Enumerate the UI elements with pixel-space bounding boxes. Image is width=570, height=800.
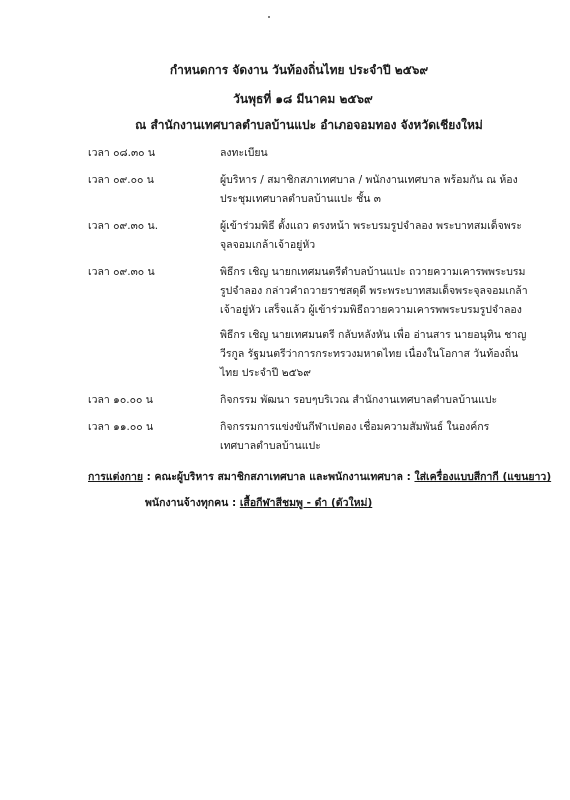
schedule-time: เวลา ๑๑.๐๐ น: [88, 421, 154, 433]
schedule-time: เวลา ๑๐.๐๐ น: [88, 394, 153, 406]
page-speck: [268, 16, 270, 18]
dress-code-staff-attire: เสื้อกีฬาสีชมพู - ดำ (ตัวใหม่): [239, 497, 373, 509]
schedule-time: เวลา ๐๘.๓๐ น: [88, 147, 156, 159]
schedule-row: [88, 263, 528, 383]
schedule-detail: [220, 418, 528, 456]
schedule: [88, 144, 528, 464]
schedule-text: ลงทะเบียน: [220, 147, 268, 159]
schedule-text: กิจกรรมการแข่งขันกีฬาเปตอง เชื่อมความสัมพันธ์ ในองค์กร เทศบาลตำบลบ้านแปะ: [220, 421, 490, 452]
schedule-row: [88, 418, 528, 456]
schedule-detail: [220, 217, 528, 255]
dress-code-staff: พนักงานจ้างทุกคน :: [145, 497, 240, 509]
schedule-text: ผู้บริหาร / สมาชิกสภาเทศบาล / พนักงานเทศบาล พร้อมกัน ณ ห้องประชุมเทศบาลตำบลบ้านแปะ ชั้น ๓: [220, 174, 518, 205]
schedule-text: พิธีกร เชิญ นายเทศมนตรี กลับหลังหัน เพื่อ อ่านสาร นายอนุทิน ชาญวีรกูล รัฐมนตรีว่าการกระทรวงมหาดไทย เนื่องในโอกาส วันท้องถิ่นไทย ประจำปี ๒๕๖๙: [220, 329, 527, 379]
schedule-text: ผู้เข้าร่วมพิธี ตั้งแถว ตรงหน้า พระบรมรูปจำลอง พระบาทสมเด็จพระจุลจอมเกล้าเจ้าอยู่หัว: [220, 220, 522, 251]
schedule-detail: [220, 144, 528, 163]
schedule-text: กิจกรรม พัฒนา รอบๆบริเวณ สำนักงานเทศบาลตำบลบ้านแปะ: [220, 394, 498, 406]
schedule-row: [88, 171, 528, 209]
schedule-text: พิธีกร เชิญ นายกเทศมนตรีตำบลบ้านแปะ ถวายความเคารพพระบรมรูปจำลอง กล่าวคำถวายราชสดุดี พระพระบาทสมเด็จพระจุลจอมเกล้าเจ้าอยู่หัว เสร็จแล้ว ผู้เข้าร่วมพิธีถวายความเคารพพระบรมรูปจำลอง: [220, 266, 528, 316]
schedule-detail: [220, 263, 528, 383]
schedule-time: เวลา ๐๙.๓๐ น.: [88, 220, 159, 232]
event-date: วันพุธที่ ๑๘ มีนาคม ๒๕๖๙: [233, 92, 373, 106]
schedule-time: เวลา ๐๙.๐๐ น: [88, 174, 154, 186]
document-title: กำหนดการ จัดงาน วันท้องถิ่นไทย ประจำปี ๒๕๖๙: [169, 63, 429, 77]
schedule-detail: [220, 391, 528, 410]
schedule-row: [88, 391, 528, 410]
dress-code-line-staff: [145, 494, 372, 512]
dress-code-group: : คณะผู้บริหาร สมาชิกสภาเทศบาล และพนักงานเทศบาล :: [143, 471, 415, 483]
schedule-row: [88, 217, 528, 255]
dress-code-line: [88, 468, 552, 486]
dress-code-label: การแต่งกาย: [88, 471, 144, 483]
schedule-time: เวลา ๐๙.๓๐ น: [88, 266, 155, 278]
event-venue: ณ สำนักงานเทศบาลตำบลบ้านแปะ อำเภอจอมทอง จังหวัดเชียงใหม่: [135, 118, 483, 132]
dress-code-attire: ใส่เครื่องแบบสีกากี (แขนยาว): [414, 471, 552, 483]
schedule-detail: [220, 171, 528, 209]
schedule-row: [88, 144, 528, 163]
